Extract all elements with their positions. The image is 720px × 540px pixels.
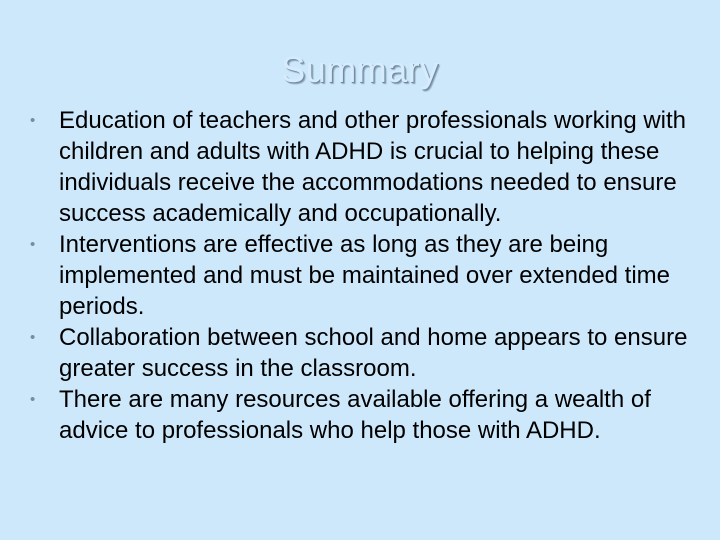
bullet-text: There are many resources available offering a wealth of advice to professionals who help those with ADHD. (59, 386, 651, 444)
bullet-text: Collaboration between school and home appears to ensure greater success in the classroom. (59, 324, 688, 382)
bullet-text: Education of teachers and other professionals working with children and adults with ADHD is crucial to helping these individuals receive the accommodations needed to ensure success academically and occupationally. (59, 107, 687, 227)
bullet-dot-icon: • (30, 391, 36, 408)
bullet-list (0, 105, 720, 446)
bullet-item (0, 229, 720, 322)
bullet-item (0, 322, 720, 384)
bullet-dot-icon: • (30, 236, 36, 253)
bullet-item (0, 384, 720, 446)
slide-title: Summary (281, 49, 439, 90)
bullet-dot-icon: • (30, 329, 36, 346)
bullet-dot-icon: • (30, 112, 36, 129)
bullet-text: Interventions are effective as long as they are being implemented and must be maintained over extended time periods. (59, 231, 671, 320)
bullet-item (0, 105, 720, 229)
